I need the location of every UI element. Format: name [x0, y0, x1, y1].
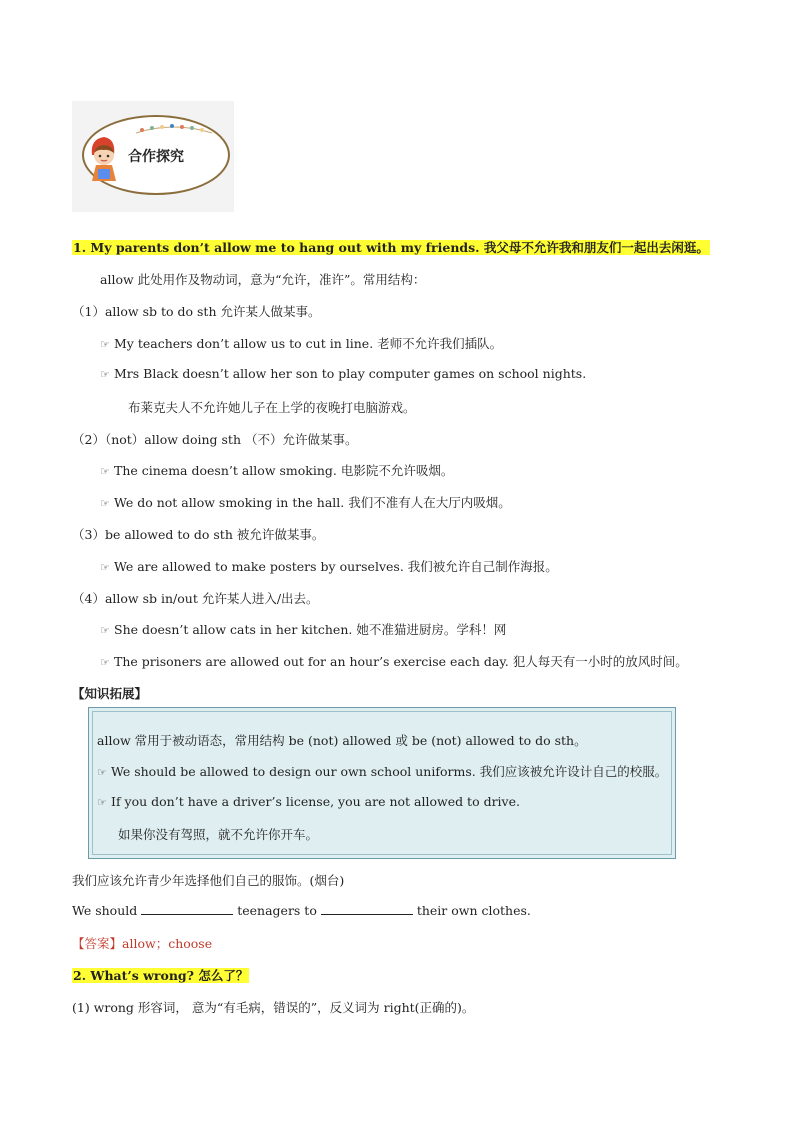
example-translation: 布莱克夫人不允许她儿子在上学的夜晚打电脑游戏。: [128, 400, 416, 415]
knowledge-example: ☞ If you don’t have a driver’s license, you are not allowed to drive.: [97, 794, 520, 809]
pointing-hand-icon: ☞: [97, 796, 107, 809]
exercise-sentence: We should teenagers to their own clothes.: [72, 903, 531, 918]
answer-label: 【答案】: [72, 936, 123, 951]
example-line: ☞ The prisoners are allowed out for an hour’s exercise each day. 犯人每天有一小时的放风时间。: [100, 654, 688, 669]
usage-2: （2）（not）allow doing sth （不）允许做某事。: [72, 432, 358, 447]
girl-mascot-icon: [84, 133, 124, 185]
example-line: ☞ She doesn’t allow cats in her kitchen. 她不准猫进厨房。学科！网: [100, 622, 507, 637]
pointing-hand-icon: ☞: [97, 766, 107, 779]
bead-garland-icon: [134, 123, 214, 137]
exercise-answer: [72, 934, 212, 952]
usage-4: （4）allow sb in/out 允许某人进入/出去。: [72, 591, 319, 606]
example-line: ☞ The cinema doesn’t allow smoking. 电影院不允许吸烟。: [100, 463, 454, 478]
section-1-heading: 1. My parents don’t allow me to hang out with my friends. 我父母不允许我和朋友们一起出去闲逛。: [73, 240, 709, 255]
knowledge-line: allow 常用于被动语态，常用结构 be (not) allowed 或 be (not) allowed to do sth。: [97, 733, 587, 748]
example-line: ☞ My teachers don’t allow us to cut in line. 老师不允许我们插队。: [100, 336, 503, 351]
pointing-hand-icon: ☞: [100, 465, 110, 478]
logo-label: 合作探究: [128, 149, 184, 165]
exercise-question: 我们应该允许青少年选择他们自己的服饰。(烟台): [72, 873, 345, 888]
pointing-hand-icon: ☞: [100, 561, 110, 574]
pointing-hand-icon: ☞: [100, 338, 110, 351]
answer-text: allow；choose: [122, 936, 213, 951]
usage-3: （3）be allowed to do sth 被允许做某事。: [72, 527, 325, 542]
section-2-point-1: (1) wrong 形容词， 意为“有毛病，错误的”，反义词为 right(正确的)。: [72, 1000, 475, 1015]
section-2-heading: 2. What’s wrong? 怎么了？: [73, 968, 249, 983]
example-line: ☞ We are allowed to make posters by ourselves. 我们被允许自己制作海报。: [100, 559, 558, 574]
knowledge-box: [88, 707, 676, 859]
pointing-hand-icon: ☞: [100, 624, 110, 637]
example-line: ☞ We do not allow smoking in the hall. 我们不准有人在大厅内吸烟。: [100, 495, 511, 510]
answer-blank[interactable]: [321, 902, 413, 915]
pointing-hand-icon: ☞: [100, 656, 110, 669]
pointing-hand-icon: ☞: [100, 497, 110, 510]
usage-1: （1）allow sb to do sth 允许某人做某事。: [72, 304, 321, 319]
knowledge-example: ☞ We should be allowed to design our own school uniforms. 我们应该被允许设计自己的校服。: [97, 764, 668, 779]
knowledge-translation: 如果你没有驾照，就不允许你开车。: [118, 827, 319, 842]
section-1-intro: allow 此处用作及物动词，意为“允许，准许”。常用结构：: [100, 272, 426, 287]
pointing-hand-icon: ☞: [100, 368, 110, 381]
knowledge-title: 【知识拓展】: [72, 686, 148, 701]
logo-cooperative-inquiry: [72, 101, 234, 212]
example-line: ☞ Mrs Black doesn’t allow her son to play computer games on school nights.: [100, 366, 587, 381]
answer-blank[interactable]: [141, 902, 233, 915]
